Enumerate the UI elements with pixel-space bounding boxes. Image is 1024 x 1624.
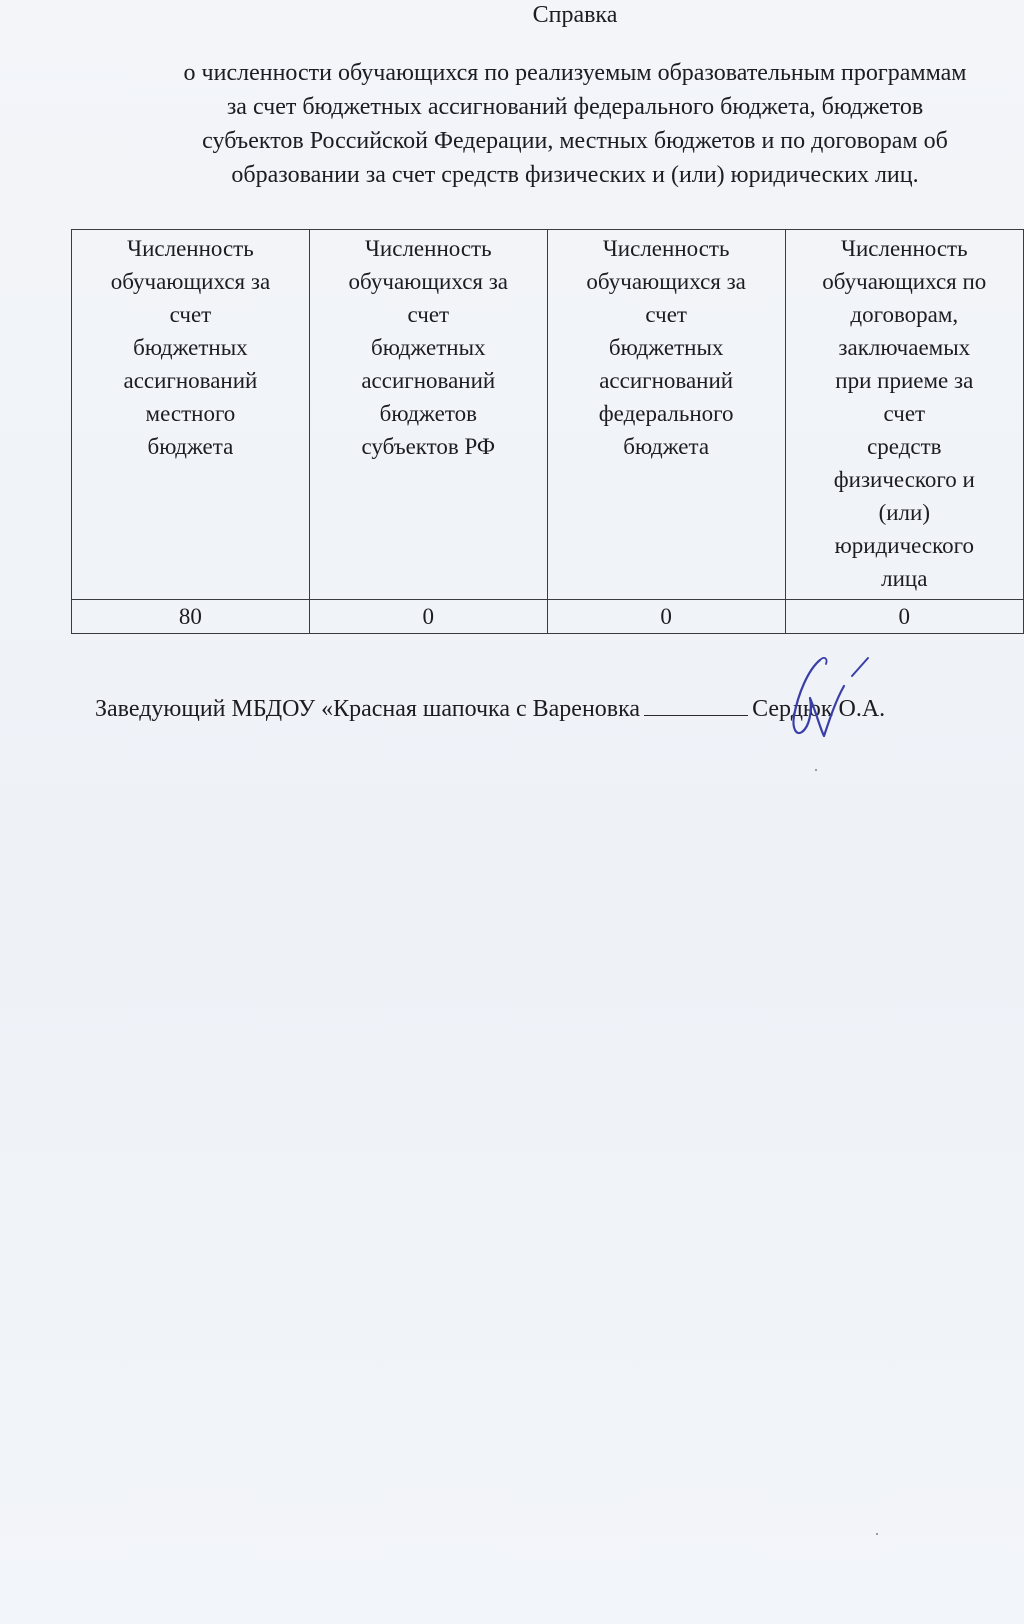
value-local-budget: 80 bbox=[72, 600, 310, 634]
value-regional-budget: 0 bbox=[309, 600, 547, 634]
table-row bbox=[72, 600, 1024, 634]
document-title: Справка bbox=[532, 2, 618, 28]
header-local-budget: Численность обучающихся за счет бюджетных ассигнований местного бюджета bbox=[72, 230, 310, 600]
signer-name: Сердюк О.А. bbox=[752, 696, 886, 722]
subtitle-line: образовании за счет средств физических и (или) юридических лиц. bbox=[231, 162, 919, 188]
header-federal-budget: Численность обучающихся за счет бюджетных ассигнований федерального бюджета bbox=[547, 230, 785, 600]
subtitle-line: субъектов Российской Федерации, местных бюджетов и по договорам об bbox=[202, 128, 948, 154]
paper-speck bbox=[815, 769, 817, 771]
value-federal-budget: 0 bbox=[547, 600, 785, 634]
position-title: Заведующий МБДОУ «Красная шапочка с Вареновка bbox=[95, 696, 641, 722]
header-regional-budget: Численность обучающихся за счет бюджетных ассигнований бюджетов субъектов РФ bbox=[309, 230, 547, 600]
table-header-row bbox=[72, 230, 1024, 600]
subtitle-line: о численности обучающихся по реализуемым образовательным программам bbox=[183, 60, 967, 86]
signature-blank bbox=[644, 693, 748, 716]
document-subtitle bbox=[0, 56, 1024, 192]
header-paid-contracts: Численность обучающихся по договорам, заключаемых при приеме за счет средств физического и (или) юридического лица bbox=[785, 230, 1023, 600]
enrollment-table bbox=[71, 229, 1024, 634]
handwritten-signature bbox=[780, 648, 890, 744]
value-paid-contracts: 0 bbox=[785, 600, 1023, 634]
paper-speck bbox=[876, 1533, 878, 1535]
subtitle-line: за счет бюджетных ассигнований федерального бюджета, бюджетов bbox=[226, 94, 924, 120]
signature-line bbox=[95, 693, 885, 724]
